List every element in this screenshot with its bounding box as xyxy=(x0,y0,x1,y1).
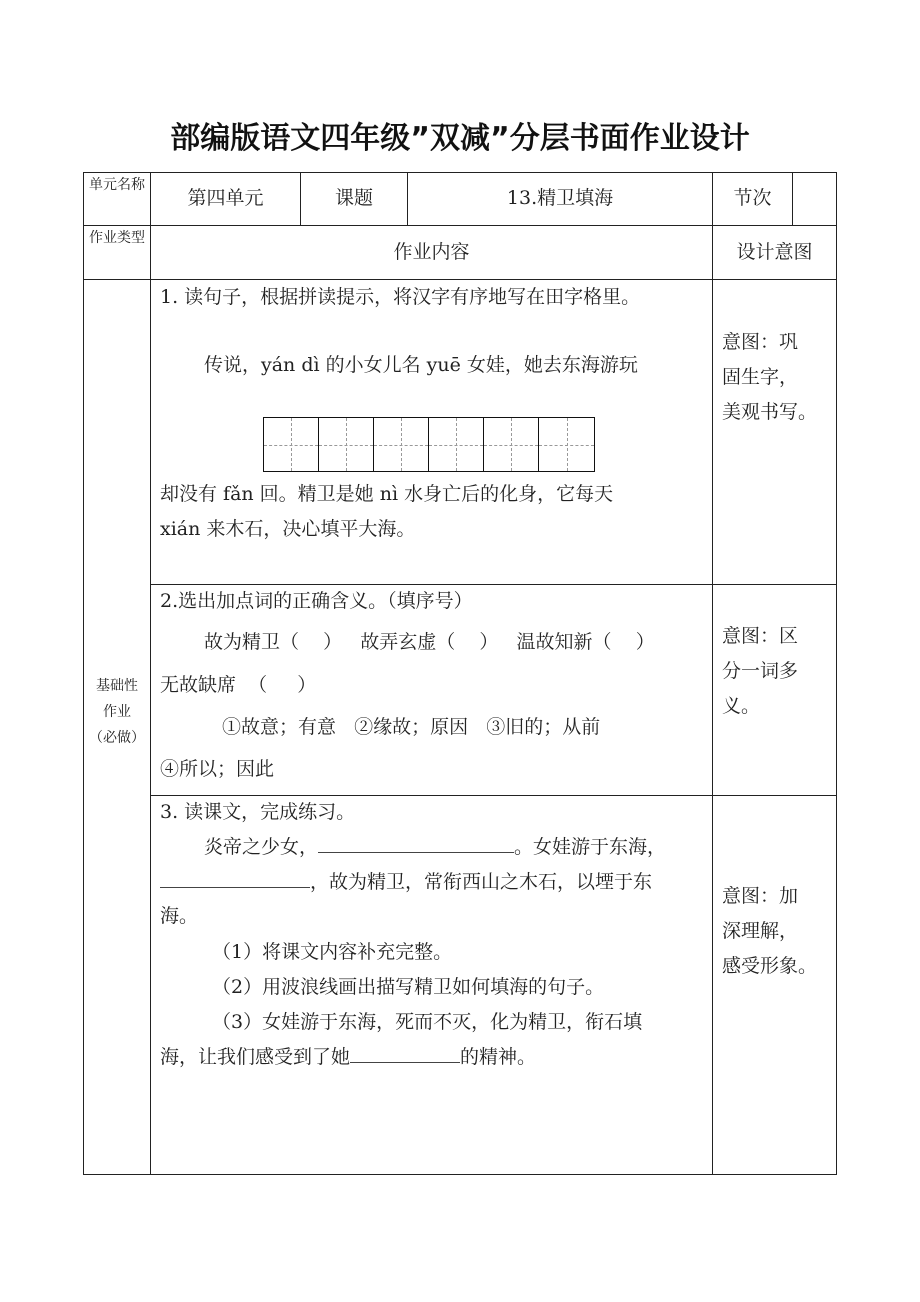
q3-text1a: 炎帝之少女， xyxy=(204,836,319,858)
q3-sub2: （2）用波浪线画出描写精卫如何填海的句子。 xyxy=(212,976,605,998)
q3-text2b: ，故为精卫，常衔西山之木石，以堙于东 xyxy=(310,871,653,893)
q2-prompt: 2.选出加点词的正确含义。（填序号） xyxy=(160,590,473,612)
q3-blank-3[interactable] xyxy=(350,1046,460,1063)
q3-prompt: 3. 读课文，完成练习。 xyxy=(160,801,356,823)
unit-value: 第四单元 xyxy=(187,187,264,209)
q2-options2: ④所以；因此 xyxy=(160,758,275,780)
q1-sentence1: 传说，yán dì 的小女儿名 yuē 女娃，她去东海游玩 xyxy=(204,354,638,376)
q2-items2: 无故缺席 （ ） xyxy=(160,674,317,696)
q3-text1b: 。女娃游于东海， xyxy=(514,836,667,858)
q1-prompt: 1. 读句子，根据拼读提示，将汉字有序地写在田字格里。 xyxy=(160,286,641,308)
q3-sub4b: 的精神。 xyxy=(460,1046,537,1068)
tianzige-grid[interactable] xyxy=(263,417,600,472)
q1-sentence3: xián 来木石，决心填平大海。 xyxy=(160,518,416,540)
q2-items1: 故为精卫（ ） 故弄玄虚（ ） 温故知新（ ） xyxy=(204,631,655,653)
q1-intent-line1: 意图：巩 xyxy=(722,331,799,353)
q1-sentence2: 却没有 fǎn 回。精卫是她 nì 水身亡后的化身，它每天 xyxy=(160,483,614,505)
category-line3: （必做） xyxy=(89,730,145,746)
q2-options1: ①故意；有意 ②缘故；原因 ③旧的；从前 xyxy=(222,716,601,738)
lesson-label: 课题 xyxy=(334,187,373,209)
section-label: 节次 xyxy=(733,187,772,209)
unit-label: 单元名称 xyxy=(89,177,145,193)
category-line2: 作业 xyxy=(103,704,131,720)
q2-intent-line2: 分一词多 xyxy=(722,660,799,682)
q3-text3: 海。 xyxy=(160,905,199,927)
tianzige-cell[interactable] xyxy=(428,417,483,472)
category-line1: 基础性 xyxy=(96,678,138,694)
q2-intent-line1: 意图：区 xyxy=(722,625,799,647)
q3-blank-2[interactable] xyxy=(160,871,310,888)
type-label: 作业类型 xyxy=(89,230,145,246)
q2-intent-line3: 义。 xyxy=(722,695,761,717)
q3-intent-line2: 深理解， xyxy=(722,920,799,942)
q3-text-line2 xyxy=(160,871,652,893)
lesson-value: 13.精卫填海 xyxy=(506,187,614,209)
q1-intent-line3: 美观书写。 xyxy=(722,401,818,423)
q1-intent-line2: 固生字， xyxy=(722,366,799,388)
page-title: 部编版语文四年级”双减”分层书面作业设计 xyxy=(170,121,750,156)
q3-sub4a: 海，让我们感受到了她 xyxy=(160,1046,351,1068)
q3-sub4 xyxy=(160,1046,536,1068)
q3-text-line1 xyxy=(204,836,666,858)
tianzige-cell[interactable] xyxy=(263,417,318,472)
q3-intent-line3: 感受形象。 xyxy=(722,955,818,977)
q3-sub1: （1）将课文内容补充完整。 xyxy=(212,941,453,963)
content-label: 作业内容 xyxy=(393,241,470,263)
tianzige-cell[interactable] xyxy=(483,417,538,472)
q3-intent-line1: 意图：加 xyxy=(722,885,799,907)
tianzige-cell[interactable] xyxy=(538,417,595,472)
tianzige-cell[interactable] xyxy=(373,417,428,472)
intent-label: 设计意图 xyxy=(736,241,813,263)
q3-sub3: （3）女娃游于东海，死而不灭，化为精卫，衔石填 xyxy=(212,1011,643,1033)
tianzige-cell[interactable] xyxy=(318,417,373,472)
q3-blank-1[interactable] xyxy=(318,836,514,853)
